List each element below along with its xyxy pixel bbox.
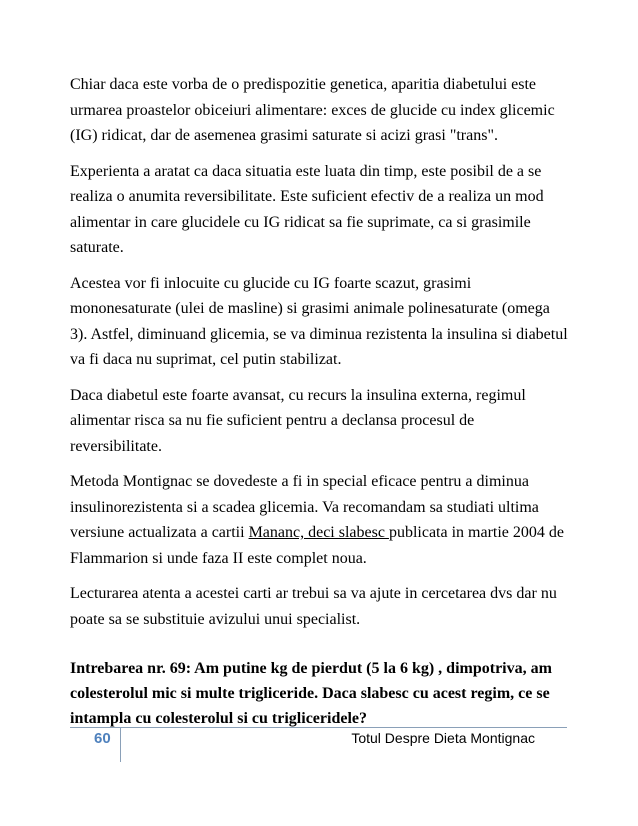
- page-number: 60: [94, 730, 111, 747]
- paragraph-replacement-fats: Acestea vor fi inlocuite cu glucide cu IG foarte scazut, grasimi mononesaturate (ulei de masline) si grasimi animale polinesaturate (omega 3). Astfel, diminuand glicemia, se va diminua rezistenta la insulina si diabetul va fi daca nu suprimat, cel putin stabilizat.: [70, 274, 568, 368]
- paragraph-closing: Lecturarea atenta a acestei carti ar trebui sa va ajute in cercetarea dvs dar nu poate sa se substituie avizului unui specialist.: [70, 585, 557, 628]
- question-heading: Intrebarea nr. 69: Am putine kg de pierdut (5 la 6 kg) , dimpotriva, am colesterolul mic si multe trigliceride. Daca slabesc cu acest regim, ce se intampla cu colesterolul si cu trigliceridele?: [70, 660, 552, 727]
- footer-vertical-divider: [120, 728, 121, 762]
- paragraph-montignac-method: [70, 469, 570, 571]
- body-text: [70, 72, 570, 632]
- book-title-link[interactable]: Mananc, deci slabesc: [248, 524, 389, 541]
- footer-title: Totul Despre Dieta Montignac: [351, 730, 535, 746]
- montignac-text-before: Metoda Montignac se dovedeste a fi in special eficace pentru a diminua insulinorezistenta si a scadea glicemia. Va recomandam sa studiati ultima versiune actualizata a cartii: [70, 473, 539, 541]
- paragraph-reversibility: Experienta a aratat ca daca situatia este luata din timp, este posibil de a se realiza o anumita reversibilitate. Este suficient efectiv de a realiza un mod alimentar in care glucidele cu IG ridicat sa fie suprimate, ca si grasimile saturate.: [70, 162, 544, 256]
- montignac-text-after: publicata in martie 2004 de Flammarion si unde faza II este complet noua.: [70, 524, 565, 567]
- paragraph-advanced-diabetes: Daca diabetul este foarte avansat, cu recurs la insulina externa, regimul alimentar risca sa nu fie suficient pentru a declansa procesul de reversibilitate.: [70, 386, 526, 455]
- footer-divider: [70, 727, 567, 728]
- paragraph-genetic-predisposition: Chiar daca este vorba de o predispozitie genetica, aparitia diabetului este urmarea proastelor obiceiuri alimentare: exces de glucide cu index glicemic (IG) ridicat, dar de asemenea grasimi saturate si acizi grasi "trans".: [70, 76, 555, 144]
